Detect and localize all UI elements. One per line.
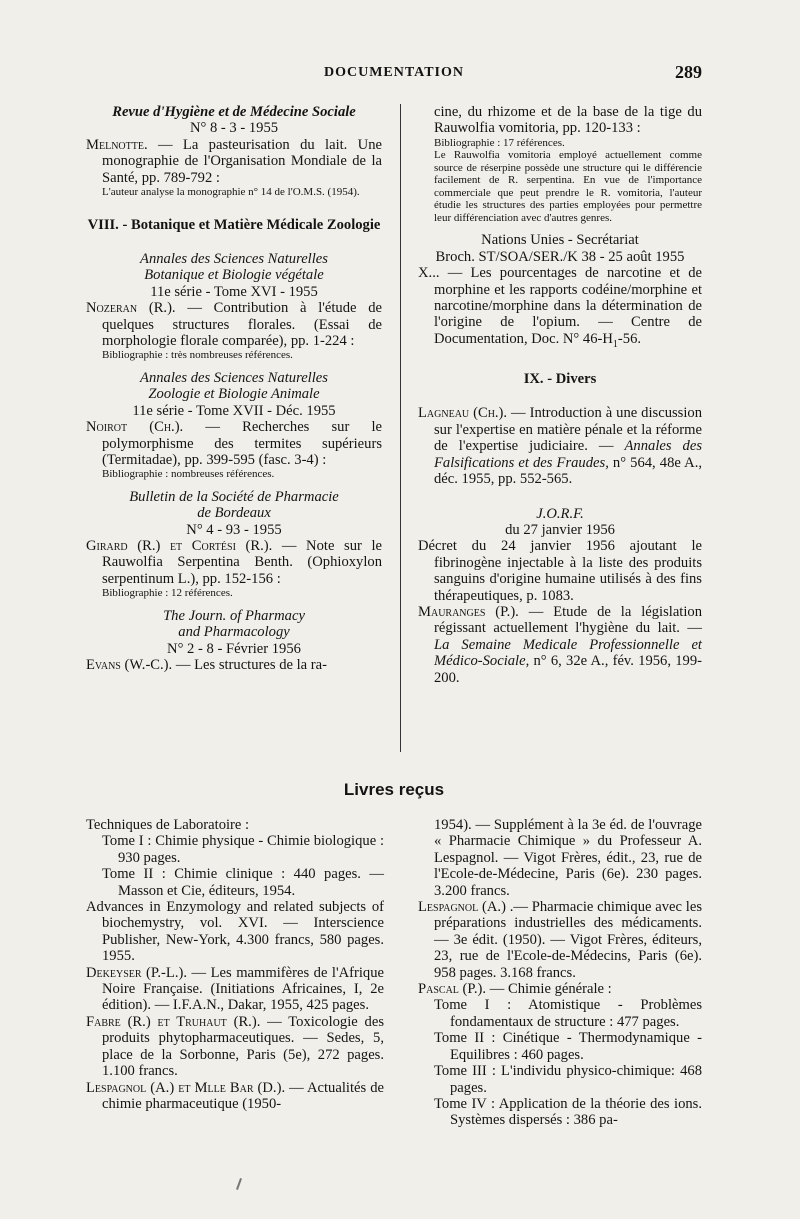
journal-subtitle: Zoologie et Biologie Animale: [148, 386, 320, 403]
book-volume: Tome I : Chimie physique - Chimie biologique : 930 pages.: [102, 833, 384, 866]
journal-title: Annales des Sciences Naturelles: [140, 369, 328, 386]
author: Girard (R.) et Cortési (R.).: [86, 538, 273, 555]
book-entry-lespagnol-bar: [86, 1080, 384, 1113]
journal-title: Annales des Sciences Naturelles: [140, 250, 328, 267]
document-reference: Broch. ST/SOA/SER./K 38 - 25 août 1955: [435, 248, 685, 265]
books-right-column: [418, 817, 702, 1129]
author: Evans (W.-C.).: [86, 656, 173, 673]
entry-lagneau: [418, 405, 702, 487]
entry-noirot: [86, 419, 382, 468]
journal-subtitle: Botanique et Biologie végétale: [144, 267, 324, 284]
entry-nozeran: [86, 300, 382, 349]
journal-title: The Journ. of Pharmacy: [163, 607, 305, 624]
entry-note: L'auteur analyse la monographie n° 14 de l'O.M.S. (1954).: [102, 186, 360, 199]
books-section-title: Livres reçus: [343, 780, 445, 799]
entry-text: — Actualités de chimie pharmaceutique (1950-: [102, 1079, 384, 1112]
book-entry-continuation: 1954). — Supplément à la 3e éd. de l'ouvrage « Pharmacie Chimique » du Professeur A. Lespagnol. — Vigot Frères, édit., 23, rue de l'Ecole-de-Médecine, Paris (6e). 230 pages. 3.200 francs.: [434, 817, 702, 899]
journal-issue: 11e série - Tome XVI - 1955: [150, 283, 318, 300]
journal-issue: N° 8 - 3 - 1955: [189, 120, 279, 137]
author: Lagneau (Ch.).: [418, 405, 508, 422]
journal-issue: N° 2 - 8 - Février 1956: [167, 640, 301, 657]
author: Dekeyser (P.-L.).: [86, 964, 187, 981]
entry-note: Bibliographie : 12 références.: [102, 587, 233, 600]
entry-note: Bibliographie : très nombreuses références.: [102, 349, 293, 362]
book-series-title: Techniques de Laboratoire :: [86, 817, 250, 833]
author: Nozeran (R.).: [86, 300, 176, 317]
column-rule: [400, 104, 401, 752]
entry-continuation: cine, du rhizome et de la base de la tige du Rauwolfia vomitoria, pp. 120-133 :: [434, 104, 702, 137]
section-heading-9: IX. - Divers: [523, 371, 597, 388]
book-entry-advances: Advances in Enzymology and related subjects of biochemystry, vol. XVI. — Interscience Publisher, New-York, 4.300 francs, 580 pages. 1955.: [86, 899, 384, 965]
subscript: 1: [612, 338, 618, 350]
entry-text: — Etude de la législation régissant actuellement l'hygiène du lait. —: [434, 603, 702, 637]
author: Lespagnol (A.): [418, 899, 506, 916]
journal-subtitle: and Pharmacology: [178, 624, 290, 641]
book-volume: Tome II : Chimie clinique : 440 pages. — Masson et Cie, éditeurs, 1954.: [102, 866, 384, 899]
right-column: [418, 104, 702, 686]
entry-text: — Les mammifères de l'Afrique Noire Française. (Initiations Africaines, I, 2e édition). — I.F.A.N., Dakar, 1955, 425 pages.: [102, 964, 385, 1014]
author: Lespagnol (A.) et Mlle Bar (D.).: [86, 1079, 286, 1096]
book-volume: Tome IV : Application de la théorie des ions. Systèmes dispersés : 386 pa-: [434, 1095, 702, 1129]
author: X...: [418, 265, 440, 282]
author: Mauranges (P.).: [418, 603, 519, 620]
entry-text-tail: , n° 564, 48e A., déc. 1955, pp. 552-565.: [434, 454, 702, 488]
entry-text: — Note sur le Rauwolfia Serpentina Benth. (Ophioxylon serpentinum L.), pp. 152-156 :: [102, 538, 382, 587]
journal-name: Annales des Falsifications et des Fraudes: [434, 438, 702, 471]
book-entry-pascal: [418, 981, 702, 997]
entry-text: — Les pourcentages de narcotine et de morphine et les rapports codéine/morphine et narcotine/morphine dans la détermination de l'origine de l'opium. — Centre de Documentation, Doc. N° 46-H: [434, 265, 702, 347]
journal-issue: du 27 janvier 1956: [505, 521, 615, 538]
entry-note: Bibliographie : 17 références.: [434, 136, 565, 149]
entry-text: .— Pharmacie chimique avec les préparations industrielles des médicaments. — 3e édit. (1950). — Vigot Frères, éditeurs, 23, rue de l'Ecole-de-Médecins, Paris (6e). 958 pages. 3.168 francs.: [434, 899, 702, 981]
journal-title: Nations Unies - Secrétariat: [481, 232, 639, 249]
entry-text: — Introduction à une discussion sur l'expertise en matière pénale et la réforme de l'expertise judiciaire. —: [434, 405, 702, 455]
book-entry-lespagnol: [418, 899, 702, 981]
left-column: [86, 104, 382, 673]
stray-mark: [236, 1178, 242, 1190]
author: Pascal (P.).: [418, 981, 487, 998]
book-volume: Tome II : Cinétique - Thermodynamique - Equilibres : 460 pages.: [434, 1030, 702, 1063]
author: Fabre (R.) et Truhaut (R.).: [86, 1013, 261, 1030]
entry-evans: [86, 657, 382, 673]
author: Noirot (Ch.).: [86, 419, 184, 436]
entry-text: — La pasteurisation du lait. Une monographie de l'Organisation Mondiale de la Santé, pp. 789-792 :: [102, 136, 382, 186]
journal-subtitle: de Bordeaux: [197, 505, 271, 522]
book-volume: Tome III : L'individu physico-chimique: 468 pages.: [434, 1063, 702, 1096]
journal-title: Revue d'Hygiène et de Médecine Sociale: [112, 104, 356, 120]
journal-title: Bulletin de la Société de Pharmacie: [129, 488, 339, 505]
entry-text-tail: -56.: [617, 330, 642, 347]
entry-text: — Toxicologie des produits phytopharmaceutiques. — Sedes, 5, place de la Sorbonne, Paris (5e), 272 pages. 1.100 francs.: [102, 1013, 384, 1080]
entry-decret: Décret du 24 janvier 1956 ajoutant le fibrinogène injectable à la liste des produits sanguins d'origine humaine utilisés à des fins thérapeutiques, p. 1083.: [418, 538, 702, 604]
author: Melnotte.: [86, 136, 148, 153]
page-number: 289: [675, 62, 702, 82]
entry-text: — Contribution à l'étude de quelques structures florales. (Essai de morphologie florale comparée), pp. 1-224 :: [102, 300, 383, 349]
page-header: [86, 62, 702, 86]
entry-melnotte: [86, 137, 382, 186]
entry-x: [418, 265, 702, 353]
running-head: DOCUMENTATION: [323, 65, 465, 80]
book-entry-fabre: [86, 1014, 384, 1080]
journal-name: La Semaine Medicale Professionnelle et Médico-Sociale: [434, 636, 702, 670]
book-entry-dekeyser: [86, 965, 384, 1014]
entry-mauranges: [418, 604, 702, 686]
journal-issue: 11e série - Tome XVII - Déc. 1955: [132, 402, 336, 419]
entry-girard: [86, 538, 382, 587]
books-left-column: [86, 817, 384, 1112]
section-heading-8: VIII. - Botanique et Matière Médicale Zoologie: [87, 216, 381, 233]
entry-note: Bibliographie : nombreuses références.: [102, 468, 275, 481]
journal-title: J.O.R.F.: [536, 505, 584, 522]
book-volume: Tome I : Atomistique - Problèmes fondamentaux de structure : 477 pages.: [434, 997, 702, 1030]
journal-issue: N° 4 - 93 - 1955: [186, 521, 282, 538]
entry-text: — Recherches sur le polymorphisme des termites supérieurs (Termitadae), pp. 399-595 (fasc. 3-4) :: [102, 419, 383, 468]
entry-abstract: Le Rauwolfia vomitoria employé actuellement comme source de réserpine possède une structure qui le différencie facilement de R. serpentina. En vue de l'importance commerciale que peut prendre le R. vomitoria, l'auteur étudie les structures des parties employées pour permettre leur différenciation avec d'autres genres.: [434, 149, 702, 224]
entry-text: — Les structures de la ra-: [172, 656, 327, 673]
entry-text: — Chimie générale :: [486, 981, 612, 998]
entry-text-tail: , n° 6, 32e A., fév. 1956, 199-200.: [434, 653, 702, 686]
